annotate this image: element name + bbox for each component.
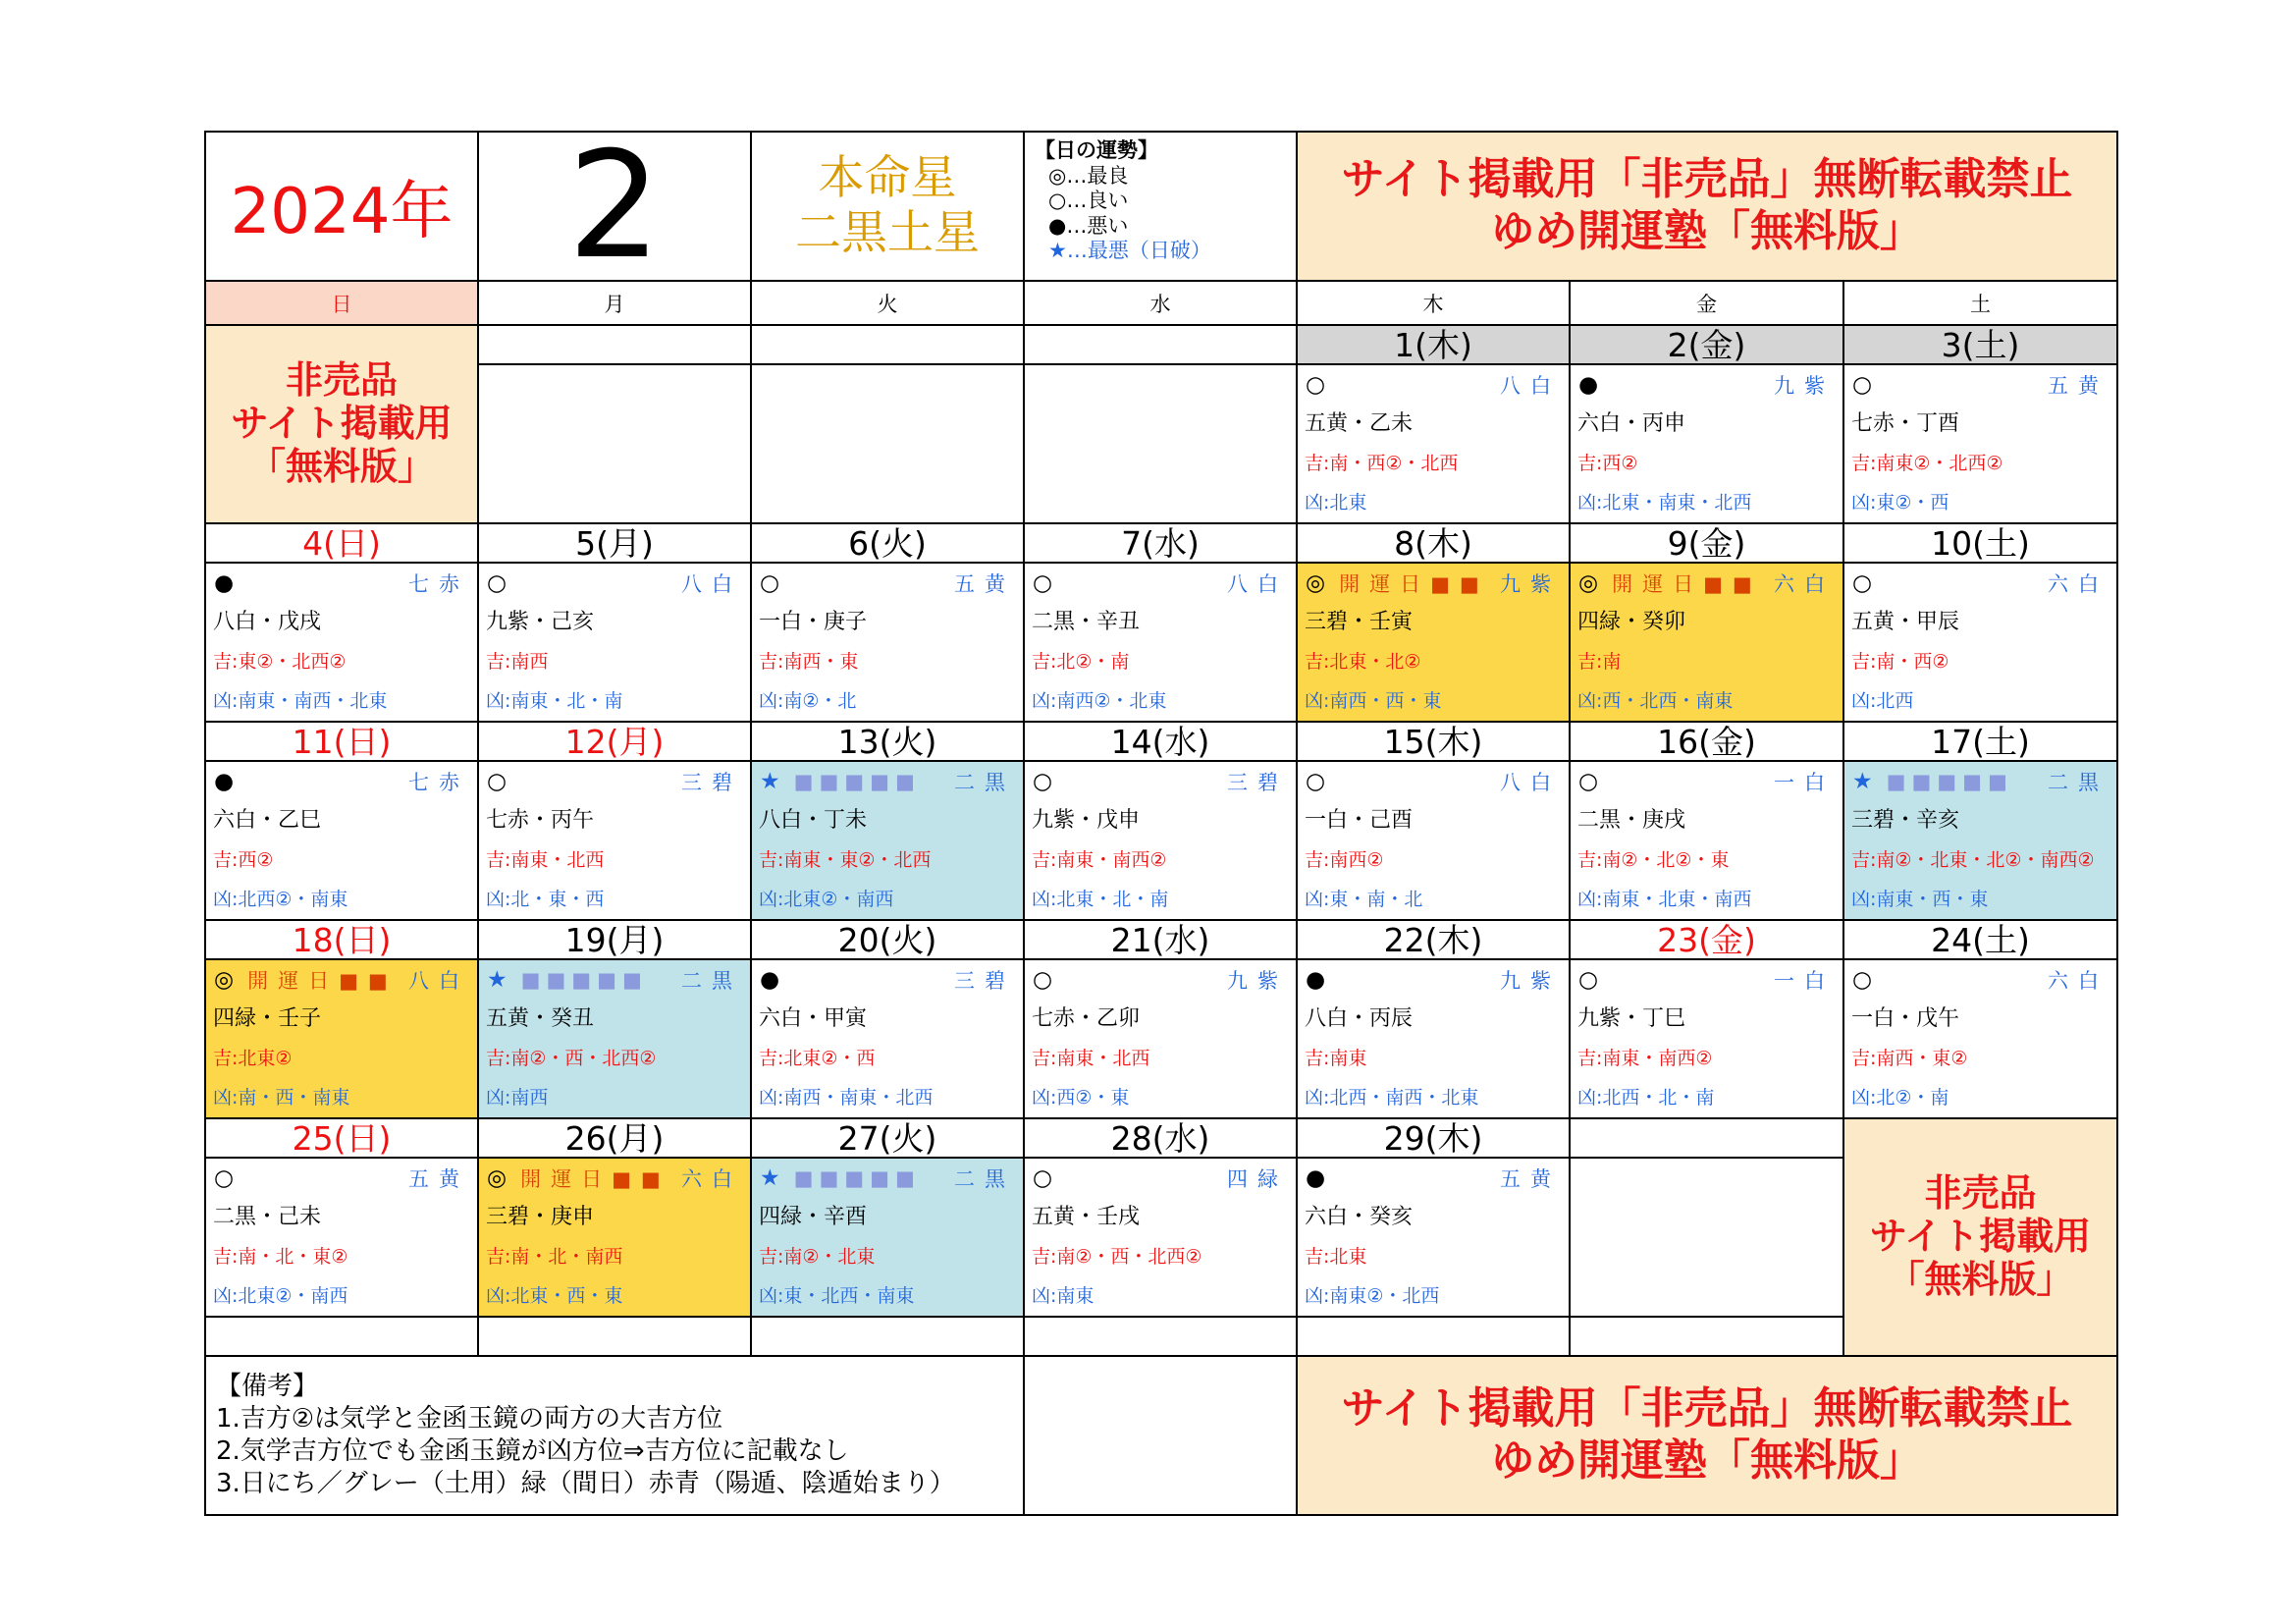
lucky-directions: 吉:西② — [1577, 453, 1638, 474]
unlucky-directions: 凶:北東 — [1305, 492, 1367, 514]
unlucky-directions: 凶:南東・南西・北東 — [213, 690, 388, 712]
side-label-top — [205, 325, 478, 523]
lucky-directions: 吉:北東②・西 — [759, 1048, 876, 1069]
date-header: 21(水) — [1024, 920, 1297, 959]
fortune-mark: ○ — [1852, 372, 1873, 398]
lucky-directions: 吉:北②・南 — [1032, 651, 1130, 673]
date-header: 15(木) — [1297, 722, 1570, 761]
kanshi: 四緑・壬子 — [213, 1006, 322, 1031]
lucky-directions: 吉:南東・南西② — [1032, 849, 1167, 871]
side-label-line: サイト掲載用 — [1869, 1215, 2092, 1259]
day-cell — [205, 761, 478, 920]
notes-title: 【備考】 — [216, 1372, 319, 1401]
kanshi: 二黒・己未 — [213, 1205, 322, 1229]
day-cell-worst — [751, 1158, 1024, 1317]
fortune-mark: ● — [1306, 1165, 1326, 1191]
unlucky-directions: 凶:北西・南西・北東 — [1305, 1087, 1479, 1109]
fortune-line — [479, 1159, 750, 1198]
unlucky-directions: 凶:西・北西・南東 — [1577, 690, 1734, 712]
fortune-mark: ◎ — [1578, 570, 1599, 596]
kanshi: 三碧・辛亥 — [1851, 808, 1960, 833]
kanshi: 七赤・丙午 — [486, 808, 595, 833]
date-header — [751, 325, 1024, 364]
empty-cell — [751, 1317, 1024, 1356]
lucky-directions: 吉:南東・東②・北西 — [759, 849, 932, 871]
day-cell — [751, 959, 1024, 1118]
fortune-note: 開運日■■ — [520, 1167, 670, 1191]
unlucky-directions: 凶:北東②・南西 — [213, 1285, 348, 1307]
unlucky-directions: 凶:南東 — [1032, 1285, 1095, 1307]
unlucky-directions: 凶:北東・西・東 — [486, 1285, 623, 1307]
date-header: 28(水) — [1024, 1118, 1297, 1158]
banner-line-2: ゆめ開運塾「無料版」 — [1491, 206, 1923, 256]
empty-day-cell — [1024, 364, 1297, 523]
day-cell — [1843, 364, 2117, 523]
lucky-directions: 吉:南東・南西② — [1577, 1048, 1713, 1069]
day-nine-star: 七赤 — [408, 771, 469, 794]
empty-cell — [1570, 1317, 1843, 1356]
fortune-mark: ● — [214, 769, 235, 794]
kanshi: 九紫・丁巳 — [1577, 1006, 1686, 1031]
day-nine-star: 九紫 — [1227, 969, 1288, 993]
legend-best: ◎…最良 — [1048, 163, 1129, 188]
unlucky-directions: 凶:東・南・北 — [1305, 889, 1423, 910]
kanshi: 三碧・壬寅 — [1305, 610, 1414, 634]
legend-bad: ●…悪い — [1048, 213, 1129, 238]
day-cell-kaiun — [1297, 563, 1570, 722]
day-nine-star: 五黄 — [954, 572, 1015, 596]
kanshi: 五黄・甲辰 — [1851, 610, 1960, 634]
date-header: 23(金) — [1570, 920, 1843, 959]
unlucky-directions: 凶:西②・東 — [1032, 1087, 1130, 1109]
empty-cell — [205, 1317, 478, 1356]
day-nine-star: 九紫 — [1500, 572, 1561, 596]
weekday-sun: 日 — [205, 281, 478, 325]
lucky-directions: 吉:南②・西・北西② — [486, 1048, 657, 1069]
legend-good: ○…良い — [1048, 189, 1129, 213]
notes-line: 1.吉方②は気学と金函玉鏡の両方の大吉方位 — [216, 1404, 723, 1435]
fortune-line — [1844, 564, 2116, 603]
lucky-directions: 吉:南②・北東 — [759, 1246, 876, 1268]
date-header: 25(日) — [205, 1118, 478, 1158]
day-nine-star: 九紫 — [1500, 969, 1561, 993]
kanshi: 五黄・癸丑 — [486, 1006, 595, 1031]
kanshi: 七赤・乙卯 — [1032, 1006, 1141, 1031]
fortune-mark: ◎ — [214, 967, 235, 993]
day-cell — [1570, 959, 1843, 1118]
date-header: 10(土) — [1843, 523, 2117, 563]
day-nine-star: 九紫 — [1774, 374, 1835, 398]
day-cell-kaiun — [205, 959, 478, 1118]
lucky-directions: 吉:西② — [213, 849, 274, 871]
fortune-note: ■■■■■ — [793, 1166, 921, 1190]
day-cell — [1570, 761, 1843, 920]
fortune-note: 開運日■■ — [247, 969, 398, 993]
empty-cell — [1024, 1317, 1297, 1356]
fortune-mark: ○ — [1578, 967, 1599, 993]
copyright-banner-top — [1297, 132, 2117, 281]
unlucky-directions: 凶:南西 — [486, 1087, 549, 1109]
kanshi: 八白・丁未 — [759, 808, 868, 833]
fortune-mark: ● — [1306, 967, 1326, 993]
fortune-line — [752, 762, 1023, 801]
kanshi: 二黒・辛丑 — [1032, 610, 1141, 634]
lucky-directions: 吉:北東② — [213, 1048, 293, 1069]
date-header: 18(日) — [205, 920, 478, 959]
fortune-line — [1844, 365, 2116, 405]
notes-box — [205, 1356, 1024, 1515]
unlucky-directions: 凶:北・東・西 — [486, 889, 605, 910]
fortune-mark: ○ — [487, 769, 507, 794]
fortune-line — [1025, 762, 1296, 801]
honmei-star — [751, 132, 1024, 281]
lucky-directions: 吉:南西② — [1305, 849, 1384, 871]
fortune-mark: ○ — [1852, 967, 1873, 993]
unlucky-directions: 凶:北西②・南東 — [213, 889, 348, 910]
lucky-directions: 吉:南東②・北西② — [1851, 453, 2003, 474]
lucky-directions: 吉:南 — [1577, 651, 1622, 673]
unlucky-directions: 凶:北東・北・南 — [1032, 889, 1169, 910]
kanshi: 一白・己酉 — [1305, 808, 1414, 833]
fortune-mark: ○ — [1033, 570, 1053, 596]
day-nine-star: 二黒 — [954, 771, 1015, 794]
date-header: 1(木) — [1297, 325, 1570, 364]
day-cell — [1024, 1158, 1297, 1317]
fortune-line — [1844, 960, 2116, 1000]
day-cell-worst — [478, 959, 751, 1118]
fortune-line — [1298, 960, 1569, 1000]
day-cell — [1297, 959, 1570, 1118]
date-header: 7(水) — [1024, 523, 1297, 563]
fortune-line — [1571, 365, 1842, 405]
fortune-line — [206, 960, 477, 1000]
fortune-line — [1298, 564, 1569, 603]
copyright-banner-bottom — [1297, 1356, 2117, 1515]
fortune-mark: ◎ — [487, 1165, 507, 1191]
date-header: 29(木) — [1297, 1118, 1570, 1158]
unlucky-directions: 凶:南・西・南東 — [213, 1087, 350, 1109]
day-nine-star: 六白 — [681, 1167, 742, 1191]
day-cell — [1024, 959, 1297, 1118]
kanshi: 七赤・丁酉 — [1851, 411, 1960, 436]
day-nine-star: 八白 — [681, 572, 742, 596]
kanshi: 四緑・辛酉 — [759, 1205, 868, 1229]
day-nine-star: 五黄 — [1500, 1167, 1561, 1191]
day-cell-worst — [751, 761, 1024, 920]
fortune-line — [1298, 1159, 1569, 1198]
kanshi: 六白・癸亥 — [1305, 1205, 1414, 1229]
weekday-sat: 土 — [1843, 281, 2117, 325]
kanshi: 九紫・己亥 — [486, 610, 595, 634]
date-header: 16(金) — [1570, 722, 1843, 761]
lucky-directions: 吉:南・北・東② — [213, 1246, 348, 1268]
date-header — [478, 325, 751, 364]
fortune-mark: ○ — [1033, 769, 1053, 794]
day-nine-star: 五黄 — [408, 1167, 469, 1191]
date-header: 13(火) — [751, 722, 1024, 761]
date-header: 20(火) — [751, 920, 1024, 959]
day-nine-star: 六白 — [1774, 572, 1835, 596]
day-nine-star: 五黄 — [2048, 374, 2109, 398]
notes-line: 2.気学吉方位でも金函玉鏡が凶方位⇒吉方位に記載なし — [216, 1436, 849, 1467]
weekday-wed: 水 — [1024, 281, 1297, 325]
weekday-fri: 金 — [1570, 281, 1843, 325]
side-label-line: 非売品 — [1924, 1171, 2037, 1216]
empty-day-cell — [478, 364, 751, 523]
date-header: 8(木) — [1297, 523, 1570, 563]
unlucky-directions: 凶:南西・南東・北西 — [759, 1087, 934, 1109]
fortune-note: 開運日■■ — [1339, 572, 1489, 596]
day-nine-star: 八白 — [408, 969, 469, 993]
day-cell-worst — [1843, 761, 2117, 920]
banner-line-2: ゆめ開運塾「無料版」 — [1491, 1435, 1923, 1486]
unlucky-directions: 凶:南②・北 — [759, 690, 857, 712]
kanshi: 二黒・庚戌 — [1577, 808, 1686, 833]
kanshi: 五黄・壬戌 — [1032, 1205, 1141, 1229]
kanshi: 一白・戊午 — [1851, 1006, 1960, 1031]
lucky-directions: 吉:南②・西・北西② — [1032, 1246, 1202, 1268]
day-nine-star: 八白 — [1500, 374, 1561, 398]
empty-day-cell — [751, 364, 1024, 523]
day-nine-star: 八白 — [1227, 572, 1288, 596]
fortune-line — [1571, 960, 1842, 1000]
fortune-mark: ○ — [1578, 769, 1599, 794]
date-header: 11(日) — [205, 722, 478, 761]
fortune-mark: ○ — [214, 1165, 235, 1191]
empty-day-cell — [1570, 1158, 1843, 1317]
unlucky-directions: 凶:北東②・南西 — [759, 889, 894, 910]
date-header — [1570, 1118, 1843, 1158]
fortune-mark: ★ — [760, 769, 780, 794]
weekday-thu: 木 — [1297, 281, 1570, 325]
unlucky-directions: 凶:北②・南 — [1851, 1087, 1949, 1109]
fortune-line — [1844, 762, 2116, 801]
date-header: 14(水) — [1024, 722, 1297, 761]
day-nine-star: 八白 — [1500, 771, 1561, 794]
kanshi: 六白・甲寅 — [759, 1006, 868, 1031]
lucky-directions: 吉:南東・北西 — [486, 849, 605, 871]
fortune-legend — [1024, 132, 1297, 281]
lucky-directions: 吉:北東・北② — [1305, 651, 1421, 673]
legend-worst: ★…最悪（日破） — [1048, 239, 1211, 263]
day-nine-star: 四緑 — [1227, 1167, 1288, 1191]
date-header: 12(月) — [478, 722, 751, 761]
side-label-line: 非売品 — [285, 358, 398, 403]
unlucky-directions: 凶:北西・北・南 — [1577, 1087, 1715, 1109]
fortune-mark: ○ — [1306, 769, 1326, 794]
kanshi: 三碧・庚申 — [486, 1205, 595, 1229]
date-header: 5(月) — [478, 523, 751, 563]
lucky-directions: 吉:南・西②・北西 — [1305, 453, 1459, 474]
day-cell — [1024, 563, 1297, 722]
day-cell — [1570, 364, 1843, 523]
banner-line-1: サイト掲載用「非売品」無断転載禁止 — [1341, 1383, 2073, 1435]
fortune-line — [206, 762, 477, 801]
day-nine-star: 六白 — [2048, 969, 2109, 993]
day-cell — [1297, 364, 1570, 523]
unlucky-directions: 凶:北西 — [1851, 690, 1914, 712]
date-header: 9(金) — [1570, 523, 1843, 563]
lucky-directions: 吉:北東 — [1305, 1246, 1367, 1268]
legend-title: 【日の運勢】 — [1035, 138, 1158, 162]
fortune-mark: ○ — [1852, 570, 1873, 596]
fortune-note: ■■■■■ — [793, 770, 921, 793]
unlucky-directions: 凶:南東・北東・南西 — [1577, 889, 1752, 910]
date-header: 4(日) — [205, 523, 478, 563]
empty-cell — [1297, 1317, 1570, 1356]
side-label-line: サイト掲載用 — [231, 402, 453, 446]
day-nine-star: 六白 — [2048, 572, 2109, 596]
fortune-mark: ○ — [1306, 372, 1326, 398]
day-nine-star: 七赤 — [408, 572, 469, 596]
side-label-line: 「無料版」 — [1887, 1257, 2074, 1301]
day-cell-kaiun — [478, 1158, 751, 1317]
lucky-directions: 吉:南西・東 — [759, 651, 859, 673]
fortune-line — [479, 762, 750, 801]
day-cell — [478, 761, 751, 920]
weekday-row — [205, 281, 2117, 325]
fortune-line — [1571, 762, 1842, 801]
date-header: 19(月) — [478, 920, 751, 959]
day-cell — [205, 1158, 478, 1317]
fortune-line — [206, 1159, 477, 1198]
kanshi: 四緑・癸卯 — [1577, 610, 1686, 634]
date-header: 24(土) — [1843, 920, 2117, 959]
day-nine-star: 二黒 — [681, 969, 742, 993]
fortune-line — [752, 564, 1023, 603]
side-label-line: 「無料版」 — [247, 444, 435, 488]
lucky-directions: 吉:東②・北西② — [213, 651, 347, 673]
unlucky-directions: 凶:東・北西・南東 — [759, 1285, 915, 1307]
date-header: 6(火) — [751, 523, 1024, 563]
day-cell — [1297, 1158, 1570, 1317]
notes-line: 3.日にち／グレー（土用）緑（間日）赤青（陽遁、陰遁始まり） — [216, 1469, 955, 1499]
fortune-line — [752, 1159, 1023, 1198]
fortune-line — [1025, 564, 1296, 603]
empty-cell — [1024, 1356, 1297, 1515]
date-header: 22(木) — [1297, 920, 1570, 959]
fortune-note: 開運日■■ — [1612, 572, 1762, 596]
kanshi: 一白・庚子 — [759, 610, 868, 634]
honmei-star-name: 二黒土星 — [795, 206, 980, 260]
day-nine-star: 一白 — [1774, 771, 1835, 794]
honmei-label: 本命星 — [818, 150, 957, 205]
day-cell-kaiun — [1570, 563, 1843, 722]
date-header — [1024, 325, 1297, 364]
fortune-line — [1298, 365, 1569, 405]
fortune-line — [1025, 960, 1296, 1000]
fortune-mark: ★ — [760, 1165, 780, 1191]
fortune-line — [479, 564, 750, 603]
kanshi: 六白・丙申 — [1577, 411, 1686, 436]
lucky-directions: 吉:南東・北西 — [1032, 1048, 1150, 1069]
day-nine-star: 三碧 — [1227, 771, 1288, 794]
lucky-directions: 吉:南・西② — [1851, 651, 1949, 673]
lucky-directions: 吉:南②・北②・東 — [1577, 849, 1730, 871]
date-header: 27(火) — [751, 1118, 1024, 1158]
day-cell — [751, 563, 1024, 722]
fortune-mark: ◎ — [1306, 570, 1326, 596]
month-number: 2 — [478, 132, 751, 281]
date-header: 26(月) — [478, 1118, 751, 1158]
fortune-note: ■■■■■ — [1886, 770, 2013, 793]
weekday-mon: 月 — [478, 281, 751, 325]
fortune-mark: ★ — [487, 967, 507, 993]
fortune-line — [206, 564, 477, 603]
day-nine-star: 二黒 — [2048, 771, 2109, 794]
unlucky-directions: 凶:南東・北・南 — [486, 690, 623, 712]
unlucky-directions: 凶:南東②・北西 — [1305, 1285, 1440, 1307]
unlucky-directions: 凶:南東・西・東 — [1851, 889, 1989, 910]
unlucky-directions: 凶:北東・南東・北西 — [1577, 492, 1752, 514]
fortune-line — [1025, 1159, 1296, 1198]
day-nine-star: 三碧 — [954, 969, 1015, 993]
kanshi: 五黄・乙未 — [1305, 411, 1414, 436]
fortune-line — [1298, 762, 1569, 801]
lucky-directions: 吉:南東 — [1305, 1048, 1367, 1069]
lucky-directions: 吉:南西・東② — [1851, 1048, 1968, 1069]
kanshi: 八白・戊戌 — [213, 610, 322, 634]
day-cell — [1297, 761, 1570, 920]
date-header: 3(土) — [1843, 325, 2117, 364]
fortune-line — [752, 960, 1023, 1000]
kanshi: 九紫・戊申 — [1032, 808, 1141, 833]
fortune-note: ■■■■■ — [520, 968, 648, 992]
day-cell — [1843, 959, 2117, 1118]
side-label-bottom — [1843, 1118, 2117, 1356]
lucky-directions: 吉:南・北・南西 — [486, 1246, 623, 1268]
fortune-line — [1571, 564, 1842, 603]
day-nine-star: 三碧 — [681, 771, 742, 794]
fortune-mark: ● — [1578, 372, 1599, 398]
unlucky-directions: 凶:東②・西 — [1851, 492, 1949, 514]
unlucky-directions: 凶:南西②・北東 — [1032, 690, 1167, 712]
fortune-line — [479, 960, 750, 1000]
kanshi: 八白・丙辰 — [1305, 1006, 1414, 1031]
fortune-mark: ● — [760, 967, 780, 993]
day-nine-star: 二黒 — [954, 1167, 1015, 1191]
fortune-mark: ● — [214, 570, 235, 596]
calendar-table — [204, 131, 2118, 1516]
day-cell — [1843, 563, 2117, 722]
fortune-mark: ○ — [1033, 967, 1053, 993]
day-nine-star: 一白 — [1774, 969, 1835, 993]
lucky-directions: 吉:南西 — [486, 651, 549, 673]
empty-cell — [478, 1317, 751, 1356]
unlucky-directions: 凶:南西・西・東 — [1305, 690, 1442, 712]
date-header: 17(土) — [1843, 722, 2117, 761]
lucky-directions: 吉:南②・北東・北②・南西② — [1851, 849, 2095, 871]
day-cell — [478, 563, 751, 722]
fortune-mark: ○ — [487, 570, 507, 596]
fortune-mark: ○ — [1033, 1165, 1053, 1191]
day-cell — [205, 563, 478, 722]
year-title: 2024年 — [205, 132, 478, 281]
weekday-tue: 火 — [751, 281, 1024, 325]
day-cell — [1024, 761, 1297, 920]
kanshi: 六白・乙巳 — [213, 808, 322, 833]
fortune-mark: ○ — [760, 570, 780, 596]
date-header: 2(金) — [1570, 325, 1843, 364]
banner-line-1: サイト掲載用「非売品」無断転載禁止 — [1341, 154, 2073, 205]
fortune-mark: ★ — [1852, 769, 1873, 794]
